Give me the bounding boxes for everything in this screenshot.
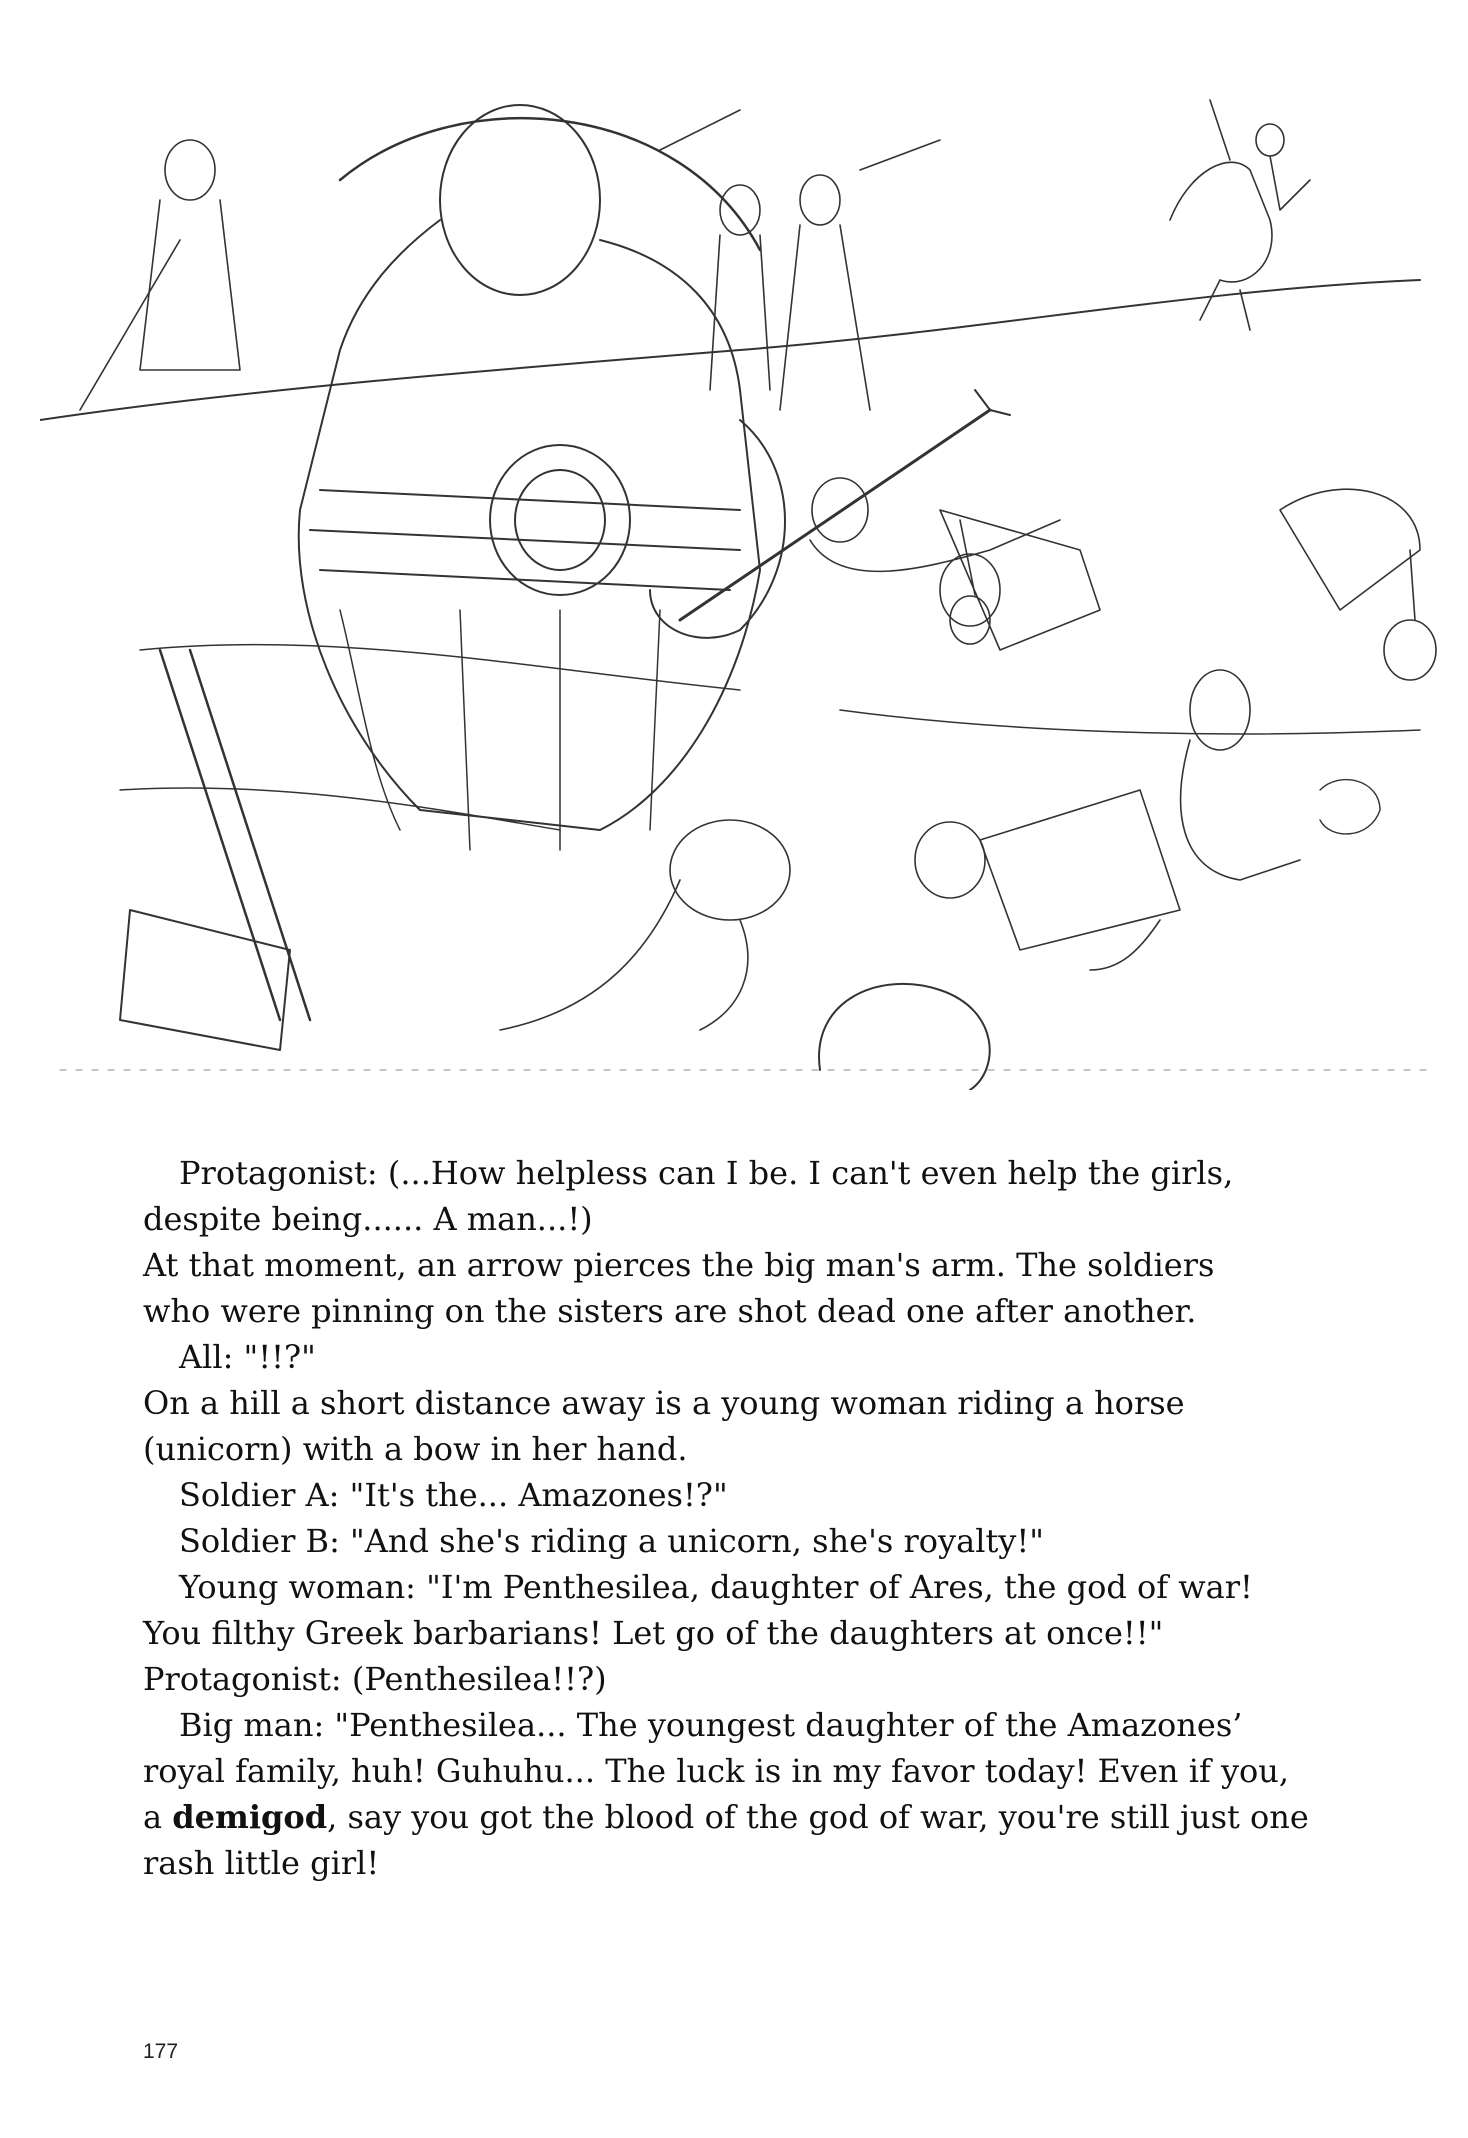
page-number: 177 xyxy=(143,2040,179,2063)
arrow xyxy=(680,410,990,620)
paragraph-line: Big man: "Penthesilea... The youngest daughter of the Amazones’ xyxy=(179,1706,1243,1744)
text-run: , say you got the blood of the god of war, you're still just one xyxy=(327,1798,1309,1836)
paragraph-line: Soldier B: "And she's riding a unicorn, she's royalty!" xyxy=(179,1522,1044,1560)
paragraph-line: Young woman: "I'm Penthesilea, daughter of Ares, the god of war! xyxy=(179,1568,1253,1606)
big-man-figure xyxy=(120,105,785,1050)
paragraph-line: You filthy Greek barbarians! Let go of the daughters at once!!" xyxy=(143,1614,1164,1652)
paragraph-line: rash little girl! xyxy=(143,1844,380,1882)
paragraph-line: All: "!!?" xyxy=(179,1338,316,1376)
bold-term-demigod: demigod xyxy=(172,1798,328,1836)
kneeling-girl xyxy=(500,820,790,1030)
text-run: a xyxy=(143,1798,173,1836)
fallen-figures xyxy=(810,478,1436,970)
paragraph-line: royal family, huh! Guhuhu... The luck is in my favor today! Even if you, xyxy=(143,1752,1290,1790)
unicorn-rider-sketch xyxy=(1170,100,1310,330)
paragraph-line: At that moment, an arrow pierces the big man's arm. The soldiers xyxy=(143,1246,1215,1284)
paragraph-line: On a hill a short distance away is a young woman riding a horse xyxy=(143,1384,1185,1422)
paragraph-line: Protagonist: (...How helpless can I be. I can't even help the girls, xyxy=(179,1154,1234,1192)
paragraph-line: despite being...... A man...!) xyxy=(143,1200,593,1238)
background-soldiers xyxy=(80,110,940,410)
paragraph-line: (unicorn) with a bow in her hand. xyxy=(143,1430,688,1468)
fallen-helmet xyxy=(819,984,990,1090)
paragraph-line: Protagonist: (Penthesilea!!?) xyxy=(143,1660,607,1698)
story-text xyxy=(143,1150,1343,1886)
paragraph-line: who were pinning on the sisters are shot dead one after another. xyxy=(143,1292,1197,1330)
sketch-drawing xyxy=(40,90,1440,1090)
paragraph-line: Soldier A: "It's the... Amazones!?" xyxy=(179,1476,728,1514)
battle-sketch-illustration xyxy=(40,90,1440,1090)
ground-texture xyxy=(120,645,1420,830)
paragraph-line-with-bold xyxy=(143,1794,1343,1840)
